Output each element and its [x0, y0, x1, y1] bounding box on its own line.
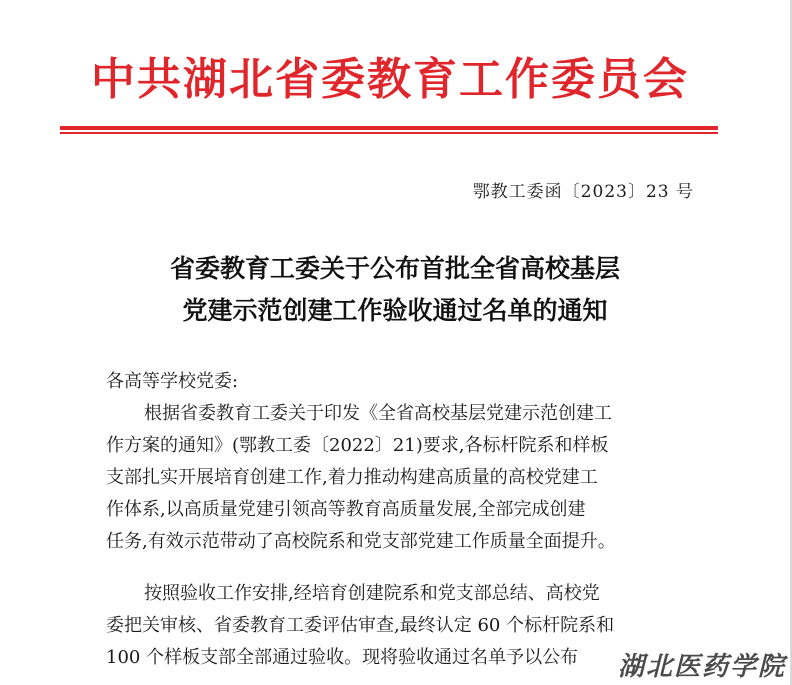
document-number: 鄂教工委函〔2023〕23 号 [472, 182, 694, 202]
salutation: 各高等学校党委: [106, 371, 239, 392]
title-line-2: 党建示范创建工作验收通过名单的通知 [182, 296, 608, 325]
paragraph-line: 支部扎实开展培育创建工作,着力推动构建高质量的高校党建工 [106, 467, 598, 488]
title-line-1: 省委教育工委关于公布首批全省高校基层 [169, 254, 620, 283]
paragraph-line: 任务,有效示范带动了高校院系和党支部党建工作质量全面提升。 [106, 531, 616, 552]
school-watermark: 湖北医药学院 [617, 652, 786, 682]
paragraph-line: 作方案的通知》(鄂教工委〔2022〕21)要求,各标杆院系和样板 [106, 435, 609, 456]
document-title [60, 248, 730, 332]
header-red-rule-thick [60, 126, 718, 130]
paragraph-1 [106, 398, 706, 558]
organization-header: 中共湖北省委教育工作委员会 [91, 54, 689, 105]
paragraph-2 [106, 578, 706, 674]
header-red-rule-thin [60, 132, 718, 134]
paragraph-line: 100 个样板支部全部通过验收。现将验收通过名单予以公布 [106, 647, 579, 668]
paragraph-line: 按照验收工作安排,经培育创建院系和党支部总结、高校党 [144, 583, 600, 604]
paragraph-line: 委把关审核、省委教育工委评估审查,最终认定 60 个标杆院系和 [106, 615, 615, 636]
paragraph-line: 作体系,以高质量党建引领高等教育高质量发展,全部完成创建 [106, 499, 586, 520]
paragraph-line: 根据省委教育工委关于印发《全省高校基层党建示范创建工 [144, 403, 612, 424]
